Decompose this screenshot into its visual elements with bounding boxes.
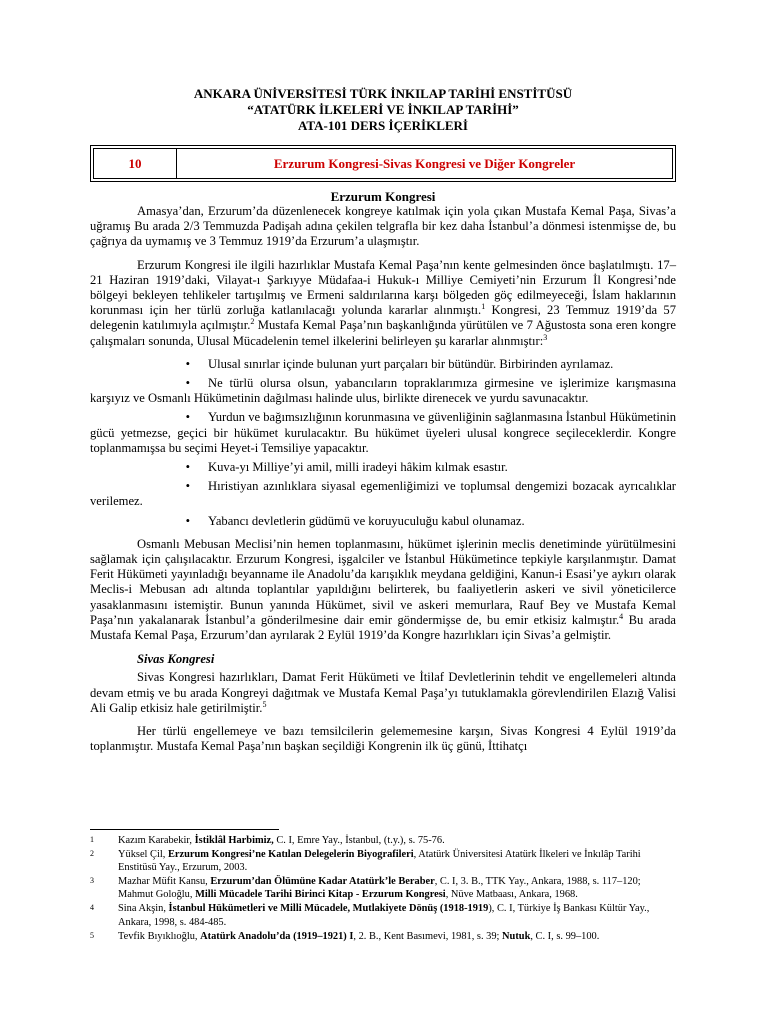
footnote: 4 Sina Akşin, İstanbul Hükümetleri ve Milli Mücadele, Mutlakiyete Dönüş (1918-1919), C. I, Türkiye İş Bankası Kültür Yay., Ankara, 1998, s. 484-485. bbox=[90, 903, 650, 928]
course-code: ATA-101 DERS İÇERİKLERİ bbox=[298, 118, 468, 133]
paragraph: Amasya’dan, Erzurum’da düzenlenecek kongreye katılmak için yola çıkan Mustafa Kemal Paşa, Sivas’a uğramış Bu arada 2/3 Temmuzda Padişah adına çekilen telgrafla bir kez daha İstanbul’a dönmesi istenmişse de, bu çağrıya da uymamış ve 3 Temmuz 1919’da Erzurum’a ulaşmıştır. bbox=[90, 204, 676, 249]
paragraph: Sivas Kongresi hazırlıkları, Damat Ferit Hükümeti ve İtilaf Devletlerinin tehdit ve engellemeleri altında devam etmiş ve bu arada Kongreyi dağıtmak ve Mustafa Kemal Paşa’yı tutuklamakla görevlendirilen Elazığ Valisi Ali Galip etkisiz hale getirilmiştir.$^5$ bbox=[90, 670, 676, 715]
footnote-ref[interactable]: 1 bbox=[481, 302, 486, 312]
list-item: • Ulusal sınırlar içinde bulunan yurt parçaları bir bütündür. Birbirinden ayrılamaz. bbox=[90, 357, 676, 372]
bullet-icon: • bbox=[185, 356, 190, 371]
paragraph: Erzurum Kongresi ile ilgili hazırlıklar Mustafa Kemal Paşa’nın kente gelmesinden önce başlatılmıştı. 17–21 Haziran 1919’daki, Vilayat-ı Şarkıyye Müdafaa-i Hukuk-ı Milliye Cemiyeti’nin Erzurum İl Kongresi’nde bölgeyi bekleyen tehlikeler tartışılmış ve Ermeni saldırılarına karşı bölgeden göç edilmeyeceği, İslam haklarının korunması için her türlü zorluğa katlanılacağı yolunda kararlar alınmıştı.$^1$ Kongresi, 23 Temmuz 1919’da 57 delegenin katılımıyla açılmıştır.$^2$ Mustafa Kemal Paşa’nın başkanlığında yürütülen ve 7 Ağustosta sona eren kongre çalışmaları sonunda, Ulusal Mücadelenin temel ilkelerini belirleyen şu kararlar alınmıştır:$^3$ bbox=[90, 257, 676, 348]
course-title: “ATATÜRK İLKELERİ VE İNKILAP TARİHİ” bbox=[247, 102, 519, 117]
section-title-sivas: Sivas Kongresi bbox=[137, 652, 215, 667]
lesson-number: 10 bbox=[94, 149, 177, 179]
document-header bbox=[90, 86, 676, 134]
list-item: • Ne türlü olursa olsun, yabancıların topraklarımıza girmesine ve işlerimize karışmasına karşıyız ve Osmanlı Hükümetinin dağılması halinde ulus, birlikte direnecek ve yurdu savunacaktır. bbox=[90, 376, 676, 406]
footnote: 2 Yüksel Çil, Erzurum Kongresi’ne Katılan Delegelerin Biyografileri, Atatürk Üniversitesi Atatürk İlkeleri ve İnkılâp Tarihi Enstitüsü Yay., Erzurum, 2003. bbox=[90, 849, 641, 874]
footnote-number: 4 bbox=[90, 903, 94, 913]
footnote: 1 Kazım Karabekir, İstiklâl Harbimiz, C. I, Emre Yay., İstanbul, (t.y.), s. 75-76. bbox=[90, 835, 445, 846]
footnote-separator bbox=[90, 829, 279, 830]
lesson-header-box bbox=[90, 145, 676, 182]
list-item: • Hıristiyan azınlıklara siyasal egemenliğimizi ve toplumsal dengemizi bozacak ayrıcalıklar verilemez. bbox=[90, 479, 676, 509]
bullet-icon: • bbox=[185, 460, 190, 475]
institute-name: ANKARA ÜNİVERSİTESİ TÜRK İNKILAP TARİHİ ENSTİTÜSÜ bbox=[193, 86, 573, 101]
decisions-list bbox=[90, 357, 676, 529]
document-body bbox=[90, 189, 676, 755]
paragraph: Osmanlı Mebusan Meclisi’nin hemen toplanmasını, hükümet işlerinin meclis denetiminde yürütülmesini sağlamak için çalışılacaktır. Erzurum Kongresi, işgalciler ve İstanbul Hükümetince tepkiyle karşılanmıştır. Damat Ferit Hükümeti yayınladığı beyanname ile Anadolu’da karışıklık meydana geldiğini, Kanun-i Esasi’ye aykırı olarak Meclis-i Mebusan adı altında toplantılar yapıldığını belirterek, bu faaliyetlerin askeri ve sivil yöneticilerce yasaklanmasını istemiştir. Bunun yanında Hükümet, sivil ve askeri memurlara, Rauf Bey ve Mustafa Kemal Paşa’nın yakalanarak İstanbul’a gönderilmesine dair emir göndermişse de, bu emir etkisiz kalmıştır.$^4$ Bu arada Mustafa Kemal Paşa, Erzurum’dan ayrılarak 2 Eylül 1919’da Kongre hazırlıkları için Sivas’a gelmiştir. bbox=[90, 536, 676, 643]
footnote-ref[interactable]: 3 bbox=[543, 332, 548, 342]
footnote-ref[interactable]: 5 bbox=[262, 699, 267, 709]
footnote-ref[interactable]: 2 bbox=[250, 317, 255, 327]
section-title-erzurum: Erzurum Kongresi bbox=[330, 189, 436, 204]
footnote: 5 Tevfik Bıyıklıoğlu, Atatürk Anadolu’da (1919–1921) I, 2. B., Kent Basımevi, 1981, s. 39; Nutuk, C. I, s. 99–100. bbox=[90, 930, 600, 942]
list-item: • Kuva-yı Milliye’yi amil, milli iradeyi hâkim kılmak esastır. bbox=[90, 460, 676, 475]
footnotes bbox=[90, 834, 676, 944]
footnote-number: 3 bbox=[90, 876, 94, 886]
footnote-number: 1 bbox=[90, 835, 94, 844]
paragraph: Her türlü engellemeye ve bazı temsilcilerin gelememesine karşın, Sivas Kongresi 4 Eylül 1919’da toplanmıştır. Mustafa Kemal Paşa’nın başkan seçildiği Kongrenin ilk üç günü, İttihatçı bbox=[90, 724, 676, 754]
lesson-title: Erzurum Kongresi-Sivas Kongresi ve Diğer Kongreler bbox=[177, 149, 673, 179]
bullet-icon: • bbox=[185, 513, 190, 528]
footnote: 3 Mazhar Müfit Kansu, Erzurum’dan Ölümüne Kadar Atatürk’le Beraber, C. I, 3. B., TTK Yay., Ankara, 1988, s. 117–120; Mahmut Goloğlu, Milli Mücadele Tarihi Birinci Kitap - Erzurum Kongresi, Nüve Matbaası, Ankara, 1968. bbox=[90, 876, 641, 901]
footnote-ref[interactable]: 4 bbox=[619, 611, 624, 621]
bullet-icon: • bbox=[185, 479, 190, 494]
list-item: • Yurdun ve bağımsızlığının korunmasına ve güvenliğinin sağlanmasına İstanbul Hükümetinin gücü yetmezse, geçici bir hükümet kurulacaktır. Bu hükümet üyeleri ulusal kongrece seçileceklerdir. Kongre toplanmamışsa bu seçimi Heyet-i Temsiliye yapacaktır. bbox=[90, 410, 676, 455]
footnote-number: 2 bbox=[90, 849, 94, 859]
list-item: • Yabancı devletlerin güdümü ve koruyuculuğu kabul olunamaz. bbox=[90, 514, 676, 529]
footnote-number: 5 bbox=[90, 930, 94, 940]
document-page bbox=[90, 86, 676, 755]
bullet-icon: • bbox=[185, 410, 190, 425]
bullet-icon: • bbox=[185, 376, 190, 391]
